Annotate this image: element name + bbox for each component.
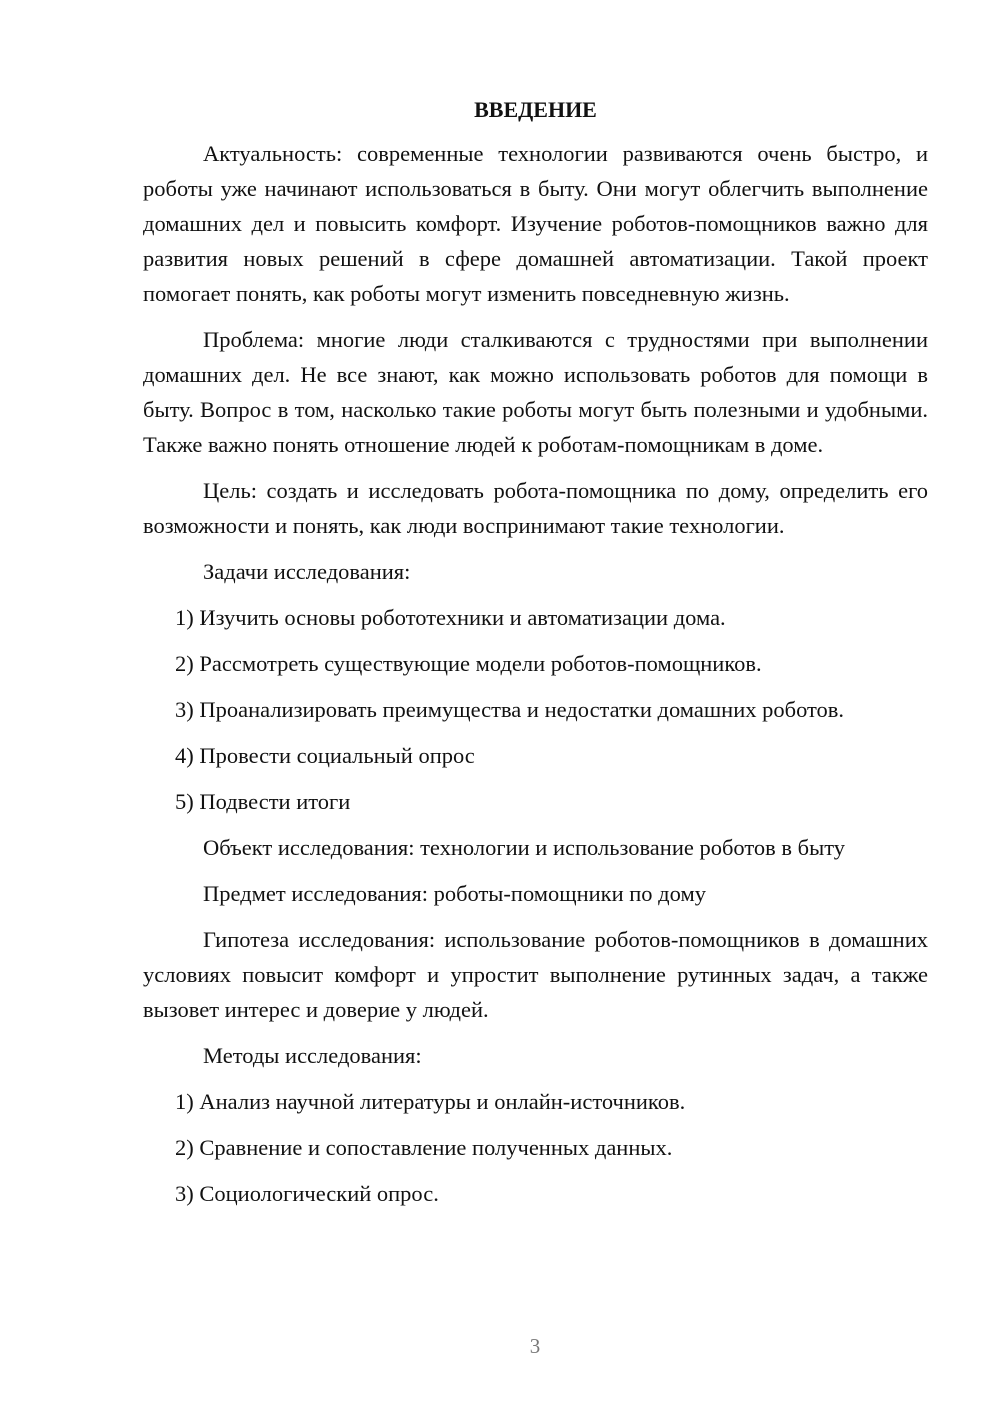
problem-paragraph: Проблема: многие люди сталкиваются с трудностями при выполнении домашних дел. Не все знают, как можно использовать роботов для помощи в быту. Вопрос в том, насколько такие роботы могут быть полезными и удобными. Также важно понять отношение людей к роботам-помощникам в доме.	[143, 327, 928, 457]
task-item-1: 1) Изучить основы робототехники и автоматизации дома.	[175, 605, 726, 630]
method-item-1: 1) Анализ научной литературы и онлайн-источников.	[175, 1089, 686, 1114]
method-item-3: 3) Социологический опрос.	[175, 1181, 439, 1206]
task-item-2: 2) Рассмотреть существующие модели роботов-помощников.	[175, 651, 762, 676]
task-item-3: 3) Проанализировать преимущества и недостатки домашних роботов.	[175, 697, 845, 722]
research-subject: Предмет исследования: роботы-помощники по дому	[203, 881, 706, 906]
page-number: 3	[529, 1334, 541, 1358]
relevance-paragraph: Актуальность: современные технологии развиваются очень быстро, и роботы уже начинают использоваться в быту. Они могут облегчить выполнение домашних дел и повысить комфорт. Изучение роботов-помощников важно для развития новых решений в сфере домашней автоматизации. Такой проект помогает понять, как роботы могут изменить повседневную жизнь.	[143, 141, 928, 306]
section-heading: ВВЕДЕНИЕ	[474, 97, 597, 122]
methods-title: Методы исследования:	[203, 1043, 422, 1068]
research-object: Объект исследования: технологии и использование роботов в быту	[203, 835, 846, 860]
document-page	[143, 95, 928, 1222]
goal-paragraph: Цель: создать и исследовать робота-помощника по дому, определить его возможности и понять, как люди воспринимают такие технологии.	[143, 478, 928, 538]
tasks-title: Задачи исследования:	[203, 559, 411, 584]
method-item-2: 2) Сравнение и сопоставление полученных данных.	[175, 1135, 673, 1160]
task-item-4: 4) Провести социальный опрос	[175, 743, 475, 768]
task-item-5: 5) Подвести итоги	[175, 789, 351, 814]
hypothesis-paragraph: Гипотеза исследования: использование роботов-помощников в домашних условиях повысит комфорт и упростит выполнение рутинных задач, а также вызовет интерес и доверие у людей.	[143, 927, 928, 1022]
